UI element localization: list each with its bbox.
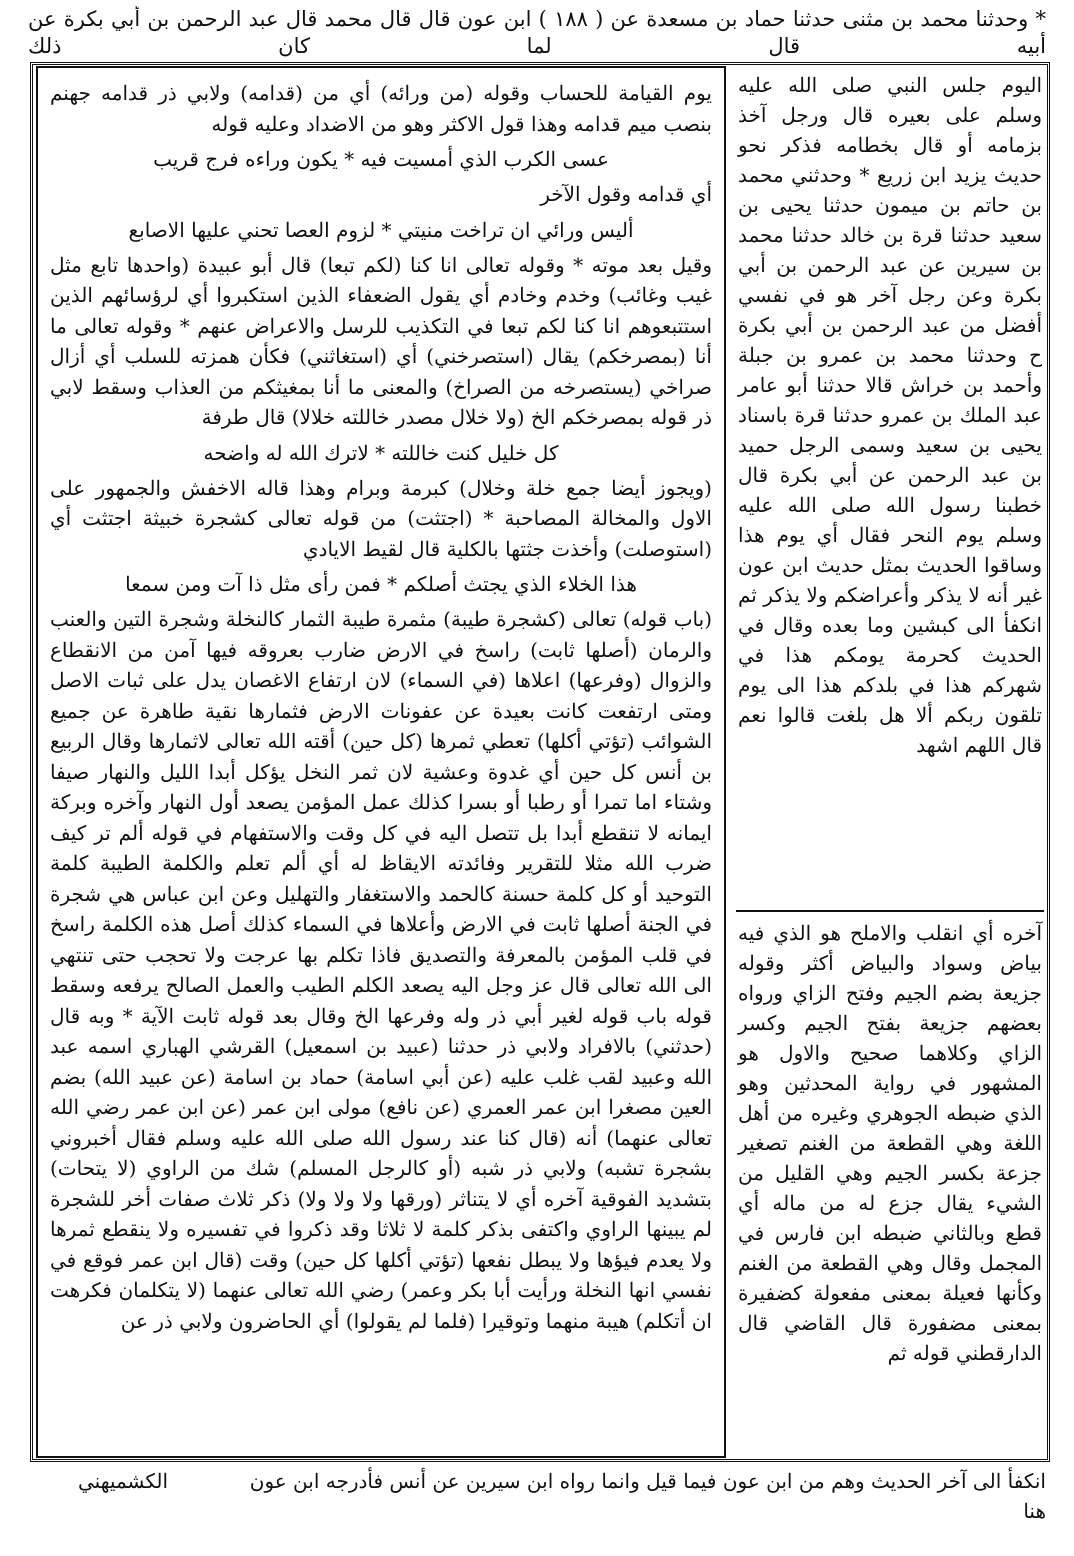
margin-hadith-text bbox=[732, 64, 1048, 910]
margin-bottom-paragraph: آخره أي انقلب والاملح هو الذي فيه بياض وسواد والبياض أكثر وقوله جزيعة بضم الجيم وفتح الزاي ورواه بعضهم جزيعة بفتح الجيم وكسر الزاي وكلاهما صحيح والاول هو المشهور في رواية المحدثين وهو الذي ضبطه الجوهري وغيره من أهل اللغة وهي القطعة من الغنم تصغير جزعة بكسر الجيم وهي القليل من الشيء يقال جزع له من ماله أي قطع وبالثاني ضبطه ابن فارس في المجمل وقال وهي القطعة من الغنم وكأنها فعيلة بمعنى مفعولة كضفيرة بمعنى مضفورة قال القاضي قال الدارقطني قوله ثم bbox=[738, 921, 1042, 1365]
page-header bbox=[28, 6, 1046, 60]
header-line: * وحدثنا محمد بن مثنى حدثنا حماد بن مسعدة عن ( ١٨٨ ) ابن عون قال قال محمد قال عبد الرحمن بن أبي بكرة عن أبيه قال لما كان ذلك bbox=[28, 7, 1046, 58]
page-footer bbox=[28, 1466, 1046, 1523]
main-commentary-column bbox=[36, 66, 726, 1458]
margin-sharh-text bbox=[732, 912, 1048, 1452]
catchword: الكشميهني bbox=[78, 1469, 169, 1493]
margin-top-paragraph: اليوم جلس النبي صلى الله عليه وسلم على بعيره قال ورجل آخذ بزمامه أو قال بخطامه فذكر نحو حديث يزيد ابن زريع * وحدثني محمد بن حاتم بن ميمون حدثنا يحيى بن سعيد حدثنا قرة بن خالد حدثنا محمد بن سيرين عن عبد الرحمن بن أبي بكرة وعن رجل آخر هو في نفسي أفضل من عبد الرحمن بن أبي بكرة ح وحدثنا محمد بن عمرو بن جبلة وأحمد بن خراش قالا حدثنا أبو عامر عبد الملك بن عمرو حدثنا قرة باسناد يحيى بن سعيد وسمى الرجل حميد بن عبد الرحمن عن أبي بكرة قال خطبنا رسول الله صلى الله عليه وسلم يوم النحر فقال أي يوم هذا وساقوا الحديث بمثل حديث ابن عون غير أنه لا يذكر وأعراضكم ولا يذكر ثم انكفأ الى كبشين وما بعده وقال في الحديث كحرمة يومكم هذا في شهركم هذا في بلدكم هذا الى يوم تلقون ربكم ألا هل بلغت قالوا نعم قال اللهم اشهد bbox=[738, 73, 1042, 757]
poetry-verse-1: عسى الكرب الذي أمسيت فيه * يكون وراءه فرج قريب bbox=[153, 147, 609, 171]
poetry-verse-3: كل خليل كنت خاللته * لاترك الله له واضحه bbox=[203, 440, 559, 465]
poetry-verse-2: أليس ورائي ان تراخت منيتي * لزوم العصا تحني عليها الاصابع bbox=[128, 217, 634, 242]
footer-text: انكفأ الى آخر الحديث وهم من ابن عون فيما قيل وانما رواه ابن سيرين عن أنس فأدرجه ابن عون هنا bbox=[249, 1469, 1046, 1523]
commentary-paragraph-1: يوم القيامة للحساب وقوله (من ورائه) أي من (قدامه) ولابي ذر قدامه جهنم بنصب ميم قدامه وهذا قول الاكثر وهو من الاضداد وعليه قوله bbox=[50, 81, 712, 136]
margin-column bbox=[732, 64, 1048, 1460]
commentary-paragraph-2: أي قدامه وقول الآخر bbox=[540, 182, 712, 206]
commentary-paragraph-4: (ويجوز أيضا جمع خلة وخلال) كبرمة وبرام وهذا قاله الاخفش والجمهور على الاول والمخالة المصاحبة * (اجتثت) من قوله تعالى كشجرة خبيثة اجتثت أي (استوصلت) وأخذت جثتها بالكلية قال لقيط الايادي bbox=[50, 475, 712, 561]
poetry-verse-4: هذا الخلاء الذي يجتث أصلكم * فمن رأى مثل ذا آت ومن سمعا bbox=[125, 572, 637, 596]
commentary-paragraph-3: وقيل بعد موته * وقوله تعالى انا كنا (لكم تبعا) قال أبو عبيدة (واحدها تابع مثل غيب وغائب) وخدم وخادم أي يقول الضعفاء الذين استكبروا أي لرؤسائهم الذين استتبعوهم انا كنا لكم تبعا في التكذيب للرسل والاعراض عنهم * وقوله تعالى ما أنا (بمصرخكم) يقال (استصرخني) أي (استغاثني) فكأن همزته للسلب أي أزال صراخي (يستصرخه من الصراخ) والمعنى ما أنا بمغيثكم من العذاب وسقط لابي ذر قوله بمصرخكم الخ (ولا خلال مصدر خاللته خلالا) قال طرفة bbox=[50, 252, 712, 429]
commentary-paragraph-5: (باب قوله) تعالى (كشجرة طيبة) مثمرة طيبة الثمار كالنخلة وشجرة التين والعنب والرمان (أصلها ثابت) راسخ في الارض ضارب بعروقه فيها آمن من الانقطاع والزوال (وفرعها) اعلاها (في السماء) لان ارتفاع الاغصان يدل على ثبات الاصل ومتى ارتفعت كانت بعيدة عن عفونات الارض فثمارها نقية طاهرة عن جميع الشوائب (تؤتي أكلها) تعطي ثمرها (كل حين) أقته الله تعالى لاثمارها وقال الربيع بن أنس كل حين أي غدوة وعشية لان ثمر النخل يؤكل أبدا الليل والنهار صيفا وشتاء اما تمرا أو رطبا أو بسرا كذلك عمل المؤمن يصعد أول النهار وآخره وبركة ايمانه لا تنقطع أبدا بل تتصل اليه في كل وقت والاستفهام في قوله ألم تر كيف ضرب الله مثلا للتقرير وفائدته الايقاظ له أي ألم تعلم والكلمة الطيبة كلمة التوحيد أو كل كلمة حسنة كالحمد والاستغفار والتهليل وعن ابن عباس هي شجرة في الجنة أصلها ثابت في الارض وأعلاها في السماء كذلك أصل هذه الكلمة راسخ في قلب المؤمن بالمعرفة والتصديق فاذا تكلم بها عرجت ولا تحجب حتى تنتهي الى الله تعالى قال عز وجل اليه يصعد الكلم الطيب والعمل الصالح يرفعه وسقط قوله باب قوله لغير أبي ذر وله وفرعها الخ وقال بعد قوله ثابت الآية * وبه قال (حدثني) بالافراد ولابي ذر حدثنا (عبيد بن اسمعيل) القرشي الهباري اسمه عبد الله وعبيد لقب غلب عليه (عن أبي اسامة) حماد بن اسامة (عن عبيد الله) بضم العين مصغرا ابن عمر العمري (عن نافع) مولى ابن عمر (عن ابن عمر رضي الله تعالى عنهما) أنه (قال كنا عند رسول الله صلى الله عليه وسلم فقال أخبروني بشجرة تشبه) ولابي ذر شبه (أو كالرجل المسلم) شك من الراوي (لا يتحات) بتشديد الفوقية آخره أي لا يتناثر (ورقها ولا ولا ولا) ذكر ثلاث صفات أخر للشجرة لم يبينها الراوي واكتفى بذكر كلمة لا ثلاثا وقد ذكروا في تفسيره ولا ينقطع ثمرها ولا يعدم فيؤها ولا يبطل نفعها (تؤتي أكلها كل حين) وقت (قال ابن عمر فوقع في نفسي انها النخلة ورأيت أبا بكر وعمر) رضي الله تعالى عنهما (لا يتكلمان فكرهت ان أتكلم) هيبة منهما وتوقيرا (فلما لم يقولوا) أي الحاضرون ولابي ذر عن bbox=[50, 607, 713, 1333]
